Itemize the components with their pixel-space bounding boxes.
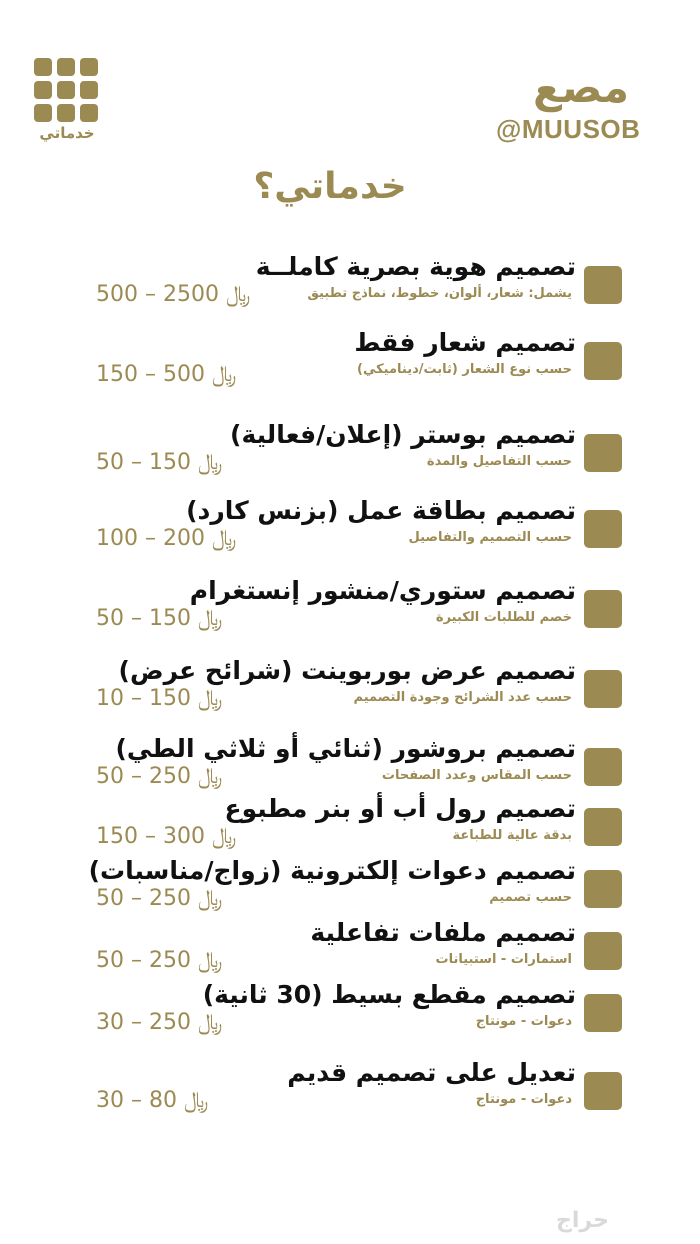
service-item xyxy=(0,1058,700,1128)
service-title: تصميم بطاقة عمل (بزنس كارد) xyxy=(186,496,576,525)
svg-text:مصع: مصع xyxy=(532,63,630,112)
service-title: تصميم بروشور (ثنائي أو ثلاثي الطي) xyxy=(115,734,576,763)
service-subtitle: دعوات - مونتاج xyxy=(475,1092,572,1107)
service-subtitle: حسب التصميم والتفاصيل xyxy=(408,530,572,545)
service-subtitle: يشمل: شعار، ألوان، خطوط، نماذج تطبيق xyxy=(307,286,572,301)
service-subtitle: خصم للطلبات الكبيرة xyxy=(435,610,572,625)
service-price: 10 – 150 ﷼ xyxy=(96,686,223,711)
service-title: تصميم مقطع بسيط (30 ثانية) xyxy=(202,980,576,1009)
bullet-square-icon xyxy=(584,510,622,548)
logo-icon xyxy=(498,58,664,114)
social-handle: @MUUSOB xyxy=(496,114,641,144)
bullet-square-icon xyxy=(584,1072,622,1110)
watermark: حراج xyxy=(556,1208,609,1233)
grid-icon[interactable] xyxy=(34,58,98,122)
service-title: تصميم هوية بصرية كاملــة xyxy=(255,252,576,281)
grid-label: خدماتي xyxy=(39,124,95,142)
bullet-square-icon xyxy=(584,590,622,628)
service-price: 50 – 150 ﷼ xyxy=(96,606,223,631)
bullet-square-icon xyxy=(584,748,622,786)
bullet-square-icon xyxy=(584,434,622,472)
service-price: 30 – 80 ﷼ xyxy=(96,1088,209,1113)
service-item xyxy=(0,656,700,726)
service-title: تصميم ستوري/منشور إنستغرام xyxy=(189,576,576,605)
service-title: تصميم ملفات تفاعلية xyxy=(310,918,576,947)
service-title: تصميم بوستر (إعلان/فعالية) xyxy=(230,420,576,449)
service-subtitle: بدقة عالية للطباعة xyxy=(452,828,572,843)
service-subtitle: حسب التفاصيل والمدة xyxy=(426,454,572,469)
service-price: 150 – 300 ﷼ xyxy=(96,824,237,849)
service-price: 50 – 250 ﷼ xyxy=(96,886,223,911)
bullet-square-icon xyxy=(584,870,622,908)
service-title: تصميم عرض بوربوينت (شرائح عرض) xyxy=(118,656,576,685)
service-price: 150 – 500 ﷼ xyxy=(96,362,237,387)
bullet-square-icon xyxy=(584,994,622,1032)
service-item xyxy=(0,794,700,864)
service-item xyxy=(0,328,700,398)
service-subtitle: حسب نوع الشعار (ثابت/ديناميكي) xyxy=(357,362,572,377)
service-subtitle: استمارات - استبيانات xyxy=(435,952,572,967)
service-price: 30 – 250 ﷼ xyxy=(96,1010,223,1035)
service-price: 500 – 2500 ﷼ xyxy=(96,282,251,307)
service-item xyxy=(0,856,700,926)
service-price: 50 – 150 ﷼ xyxy=(96,450,223,475)
bullet-square-icon xyxy=(584,342,622,380)
bullet-square-icon xyxy=(584,670,622,708)
service-title: تصميم شعار فقط xyxy=(354,328,576,357)
service-price: 100 – 200 ﷼ xyxy=(96,526,237,551)
service-item xyxy=(0,576,700,646)
service-item xyxy=(0,918,700,988)
service-item xyxy=(0,980,700,1050)
service-item xyxy=(0,496,700,566)
service-item xyxy=(0,252,700,322)
service-subtitle: حسب تصميم xyxy=(489,890,572,905)
bullet-square-icon xyxy=(584,266,622,304)
service-subtitle: حسب عدد الشرائح وجودة التصميم xyxy=(353,690,572,705)
service-subtitle: حسب المقاس وعدد الصفحات xyxy=(381,768,572,783)
service-title: تصميم رول أب أو بنر مطبوع xyxy=(224,794,576,823)
service-item xyxy=(0,420,700,490)
service-subtitle: دعوات - مونتاج xyxy=(475,1014,572,1029)
service-title: تصميم دعوات إلكترونية (زواج/مناسبات) xyxy=(88,856,576,885)
bullet-square-icon xyxy=(584,808,622,846)
service-price: 50 – 250 ﷼ xyxy=(96,764,223,789)
service-title: تعديل على تصميم قديم xyxy=(287,1058,576,1087)
service-price: 50 – 250 ﷼ xyxy=(96,948,223,973)
bullet-square-icon xyxy=(584,932,622,970)
page-title: خدماتي؟ xyxy=(253,166,407,207)
